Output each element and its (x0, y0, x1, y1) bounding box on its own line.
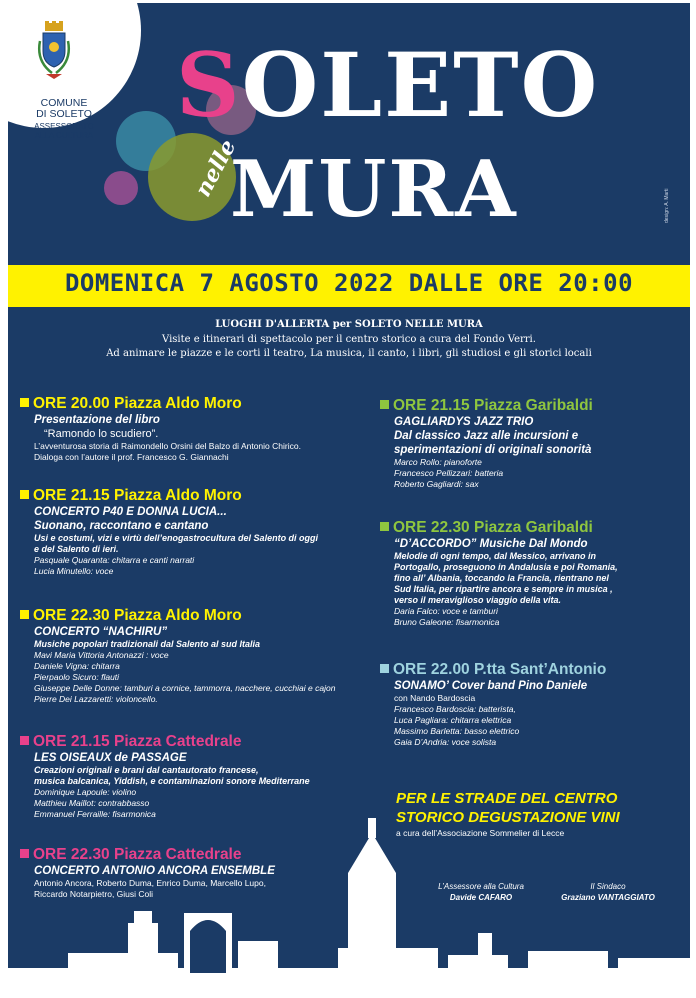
crest-icon (36, 21, 72, 81)
event-subtitle: CONCERTO ANTONIO ANCORA ENSEMBLE (34, 865, 275, 877)
wine-tasting-organizer: a cura dell’Associazione Sommelier di Lecce (396, 828, 565, 838)
wine-tasting-line-1: PER LE STRADE DEL CENTRO (396, 790, 618, 807)
performer: Pasquale Quaranta: chitarra e canti narrati (34, 555, 195, 565)
event-subtitle: Presentazione del libro (34, 414, 160, 426)
poster (8, 3, 690, 988)
event-block-8 (380, 661, 685, 748)
event-subtitle: CONCERTO P40 E DONNA LUCIA... (34, 506, 227, 518)
signature-sindaco (553, 881, 663, 903)
event-description: Usi e costumi, vizi e virtù dell’enogastrocultura del Salento di oggi (34, 533, 319, 543)
bullet-square-icon (380, 400, 389, 409)
logo-line-cultura: ALLA CULTURA (34, 131, 94, 140)
bullet-square-icon (20, 610, 29, 619)
event-heading: ORE 22.00 P.tta Sant’Antonio (380, 661, 685, 679)
event-detail: Dialoga con l’autore il prof. Francesco G. Giannachi (34, 452, 229, 462)
event-heading: ORE 22.30 Piazza Cattedrale (20, 846, 380, 864)
performer: Giuseppe Delle Donne: tamburi a cornice, tammorra, nacchere, cucchiai e cajon (34, 683, 336, 693)
title-mura: MURA (230, 144, 518, 235)
bullet-square-icon (20, 490, 29, 499)
event-subtitle: sperimentazioni di originali sonorità (394, 444, 592, 456)
performer: con Nando Bardoscia (394, 693, 476, 703)
intro-heading: LUOGHI D'ALLERTA per SOLETO NELLE MURA (215, 319, 483, 330)
event-subtitle: GAGLIARDYS JAZZ TRIO (394, 416, 534, 428)
title-soleto-rest: OLETO (241, 33, 600, 137)
event-description: verso il meraviglioso viaggio della vita. (394, 595, 562, 605)
event-block-6 (380, 397, 680, 490)
performer: Pierpaolo Sicuro: flauti (34, 672, 120, 682)
logo-line-soleto: DI SOLETO (36, 108, 92, 120)
performer: Massimo Barletta: basso elettrico (394, 726, 520, 736)
performer: Daniele Vigna: chitarra (34, 661, 120, 671)
title-nelle: nelle (190, 135, 242, 202)
signature-name: Graziano VANTAGGIATO (561, 893, 655, 902)
event-description: Creazioni originali e brani dal cantautorato francese, (34, 765, 259, 775)
event-description: Melodie di ogni tempo, dal Messico, arrivano in (394, 551, 597, 561)
performer: Luca Pagliara: chitarra elettrica (394, 715, 512, 725)
performer: Riccardo Notarpietro, Giusi Coli (34, 889, 154, 899)
logo-line-comune: COMUNE (40, 97, 88, 109)
performer: Matthieu Maillot: contrabbasso (34, 798, 150, 808)
event-subtitle: Dal classico Jazz alle incursioni e (394, 430, 579, 442)
title-soleto (176, 33, 600, 137)
performer: Francesco Bardoscia: batterista, (394, 704, 516, 714)
event-subtitle: CONCERTO “NACHIRU” (34, 626, 168, 638)
event-heading: ORE 20.00 Piazza Aldo Moro (20, 395, 380, 413)
performer: Pierre Dei Lazzaretti: violoncello. (34, 694, 158, 704)
event-detail: L’avventurosa storia di Raimondello Orsini del Balzo di Antonio Chirico. (34, 441, 301, 451)
event-block-7 (380, 519, 685, 628)
event-description: Musiche popolari tradizionali dal Salento al sud Italia (34, 639, 261, 649)
signature-assessore (426, 881, 536, 903)
event-block-3 (20, 607, 390, 705)
title-soleto-first-letter: S (176, 33, 242, 137)
event-heading: ORE 21.15 Piazza Aldo Moro (20, 487, 380, 505)
bullet-square-icon (380, 522, 389, 531)
bubble-purple (104, 171, 138, 205)
event-block-1 (20, 395, 380, 463)
intro-line-3: Ad animare le piazze e le corti il teatro, La musica, il canto, i libri, gli studiosi e gli storici locali (106, 348, 592, 359)
event-subtitle: “D’ACCORDO” Musiche Dal Mondo (394, 538, 588, 550)
signature-role: Il Sindaco (590, 882, 626, 891)
performer: Marco Rollo: pianoforte (394, 457, 482, 467)
performer: Bruno Galeone: fisarmonica (394, 617, 500, 627)
intro-line-2: Visite e itinerari di spettacolo per il centro storico a cura del Fondo Verri. (162, 334, 536, 345)
event-heading: ORE 21.15 Piazza Cattedrale (20, 733, 380, 751)
event-description: fino all’ Albania, toccando la Francia, rientrano nel (394, 573, 609, 583)
bullet-square-icon (20, 398, 29, 407)
design-credit: design: A. Marti (664, 188, 670, 223)
performer: Francesco Pellizzari: batteria (394, 468, 504, 478)
event-description: e del Salento di ieri. (34, 544, 119, 554)
event-subtitle: Suonano, raccontano e cantano (34, 520, 209, 532)
performer: Lucia Minutello: voce (34, 566, 114, 576)
performer: Antonio Ancora, Roberto Duma, Enrico Duma, Marcello Lupo, (34, 878, 266, 888)
signature-name: Davide CAFARO (449, 893, 513, 902)
performer: Emmanuel Ferraille: fisarmonica (34, 809, 156, 819)
event-heading: ORE 22.30 Piazza Garibaldi (380, 519, 685, 537)
bullet-square-icon (20, 736, 29, 745)
wine-tasting-banner (396, 789, 686, 827)
event-subtitle: LES OISEAUX de PASSAGE (34, 752, 187, 764)
event-description: Portogallo, proseguono in Andalusia e poi Romania, (394, 562, 618, 572)
event-heading: ORE 21.15 Piazza Garibaldi (380, 397, 680, 415)
event-subtitle: SONAMO’ Cover band Pino Daniele (394, 680, 588, 692)
bullet-square-icon (380, 664, 389, 673)
signature-role: L’Assessore alla Cultura (438, 882, 524, 891)
event-date: DOMENICA 7 AGOSTO 2022 DALLE ORE 20:00 (64, 269, 634, 297)
event-description: musica balcanica, Yiddish, e contaminazioni sonore Mediterrane (34, 776, 310, 786)
event-description: Sud Italia, per ripartire ancora e sempre in musica , (394, 584, 613, 594)
performer: Roberto Gagliardi: sax (394, 479, 479, 489)
performer: Dominique Lapoule: violino (34, 787, 137, 797)
event-heading: ORE 22.30 Piazza Aldo Moro (20, 607, 390, 625)
wine-tasting-line-2: STORICO DEGUSTAZIONE VINI (396, 809, 620, 826)
logo-line-assessorato: ASSESSORATO (34, 122, 94, 131)
performer: Daria Falco: voce e tamburi (394, 606, 498, 616)
performer: Gaia D’Andria: voce solista (394, 737, 497, 747)
event-book-title: “Ramondo lo scudiero”. (44, 428, 159, 440)
performer: Mavi Maria Vittoria Antonazzi : voce (34, 650, 169, 660)
event-block-2 (20, 487, 380, 577)
event-block-4 (20, 733, 380, 820)
